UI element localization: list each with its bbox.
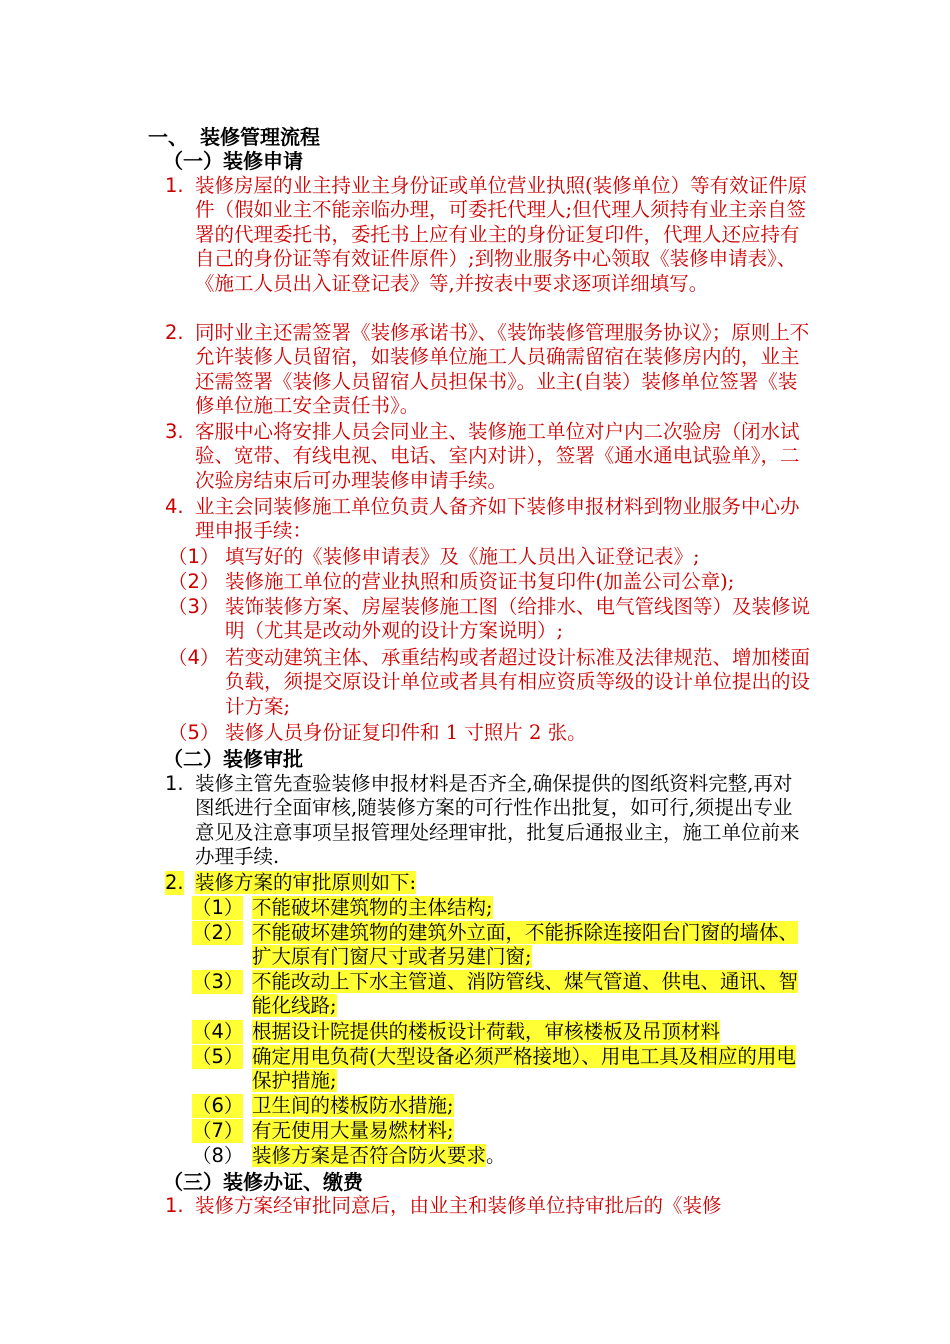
list-number: （3） (168, 595, 220, 618)
application-item-4 (165, 495, 810, 544)
approval-principle-5 (192, 1045, 812, 1094)
list-text: 装修主管先查验装修申报材料是否齐全,确保提供的图纸资料完整,再对图纸进行全面审核,随装修方案的可行性作出批复，如可行,须提出专业意见及注意事项呈报管理处经理审批，批复后通报业主，施工单位前来办理手续. (195, 772, 800, 869)
list-text: 客服中心将安排人员会同业主、装修施工单位对户内二次验房（闭水试验、宽带、有线电视、电话、室内对讲），签署《通水通电试验单》，二次验房结束后可办理装修申请手续。 (195, 420, 800, 492)
subsection-heading-approval: （二）装修审批 (163, 747, 303, 771)
section-title-number: 一、 (148, 125, 188, 149)
application-material-2 (168, 570, 815, 594)
list-text: 业主会同装修施工单位负责人备齐如下装修申报材料到物业服务中心办理申报手续： (195, 495, 800, 543)
list-text: 不能改动上下水主管道、消防管线、煤气管道、供电、通讯、智能化线路; (252, 970, 799, 1018)
list-text: 装修方案的审批原则如下: (195, 871, 417, 894)
approval-principle-3 (192, 970, 812, 1019)
list-text: 填写好的《装修申请表》及《施工人员出入证登记表》; (225, 545, 700, 568)
list-number: 1. (165, 1194, 184, 1217)
list-text: 装修人员身份证复印件和 1 寸照片 2 张。 (225, 721, 587, 744)
application-item-1 (165, 174, 810, 296)
application-material-3 (168, 595, 815, 644)
subsection-heading-permit-fees: （三）装修办证、缴费 (163, 1170, 363, 1194)
list-number: （5） (192, 1045, 244, 1068)
approval-principle-8 (192, 1144, 812, 1168)
list-number: 1. (165, 174, 184, 197)
list-text: 装修方案是否符合防火要求 (252, 1144, 487, 1167)
list-number: （6） (192, 1094, 244, 1117)
list-text: 卫生间的楼板防水措施; (252, 1094, 454, 1117)
list-text: 装修房屋的业主持业主身份证或单位营业执照(装修单位）等有效证件原件（假如业主不能亲临办理，可委托代理人;但代理人须持有业主亲自签署的代理委托书，委托书上应有业主的身份证复印件，代理人还应持有自己的身份证等有效证件原件）;到物业服务中心领取《装修申请表》、《施工人员出入证登记表》等,并按表中要求逐项详细填写。 (195, 174, 808, 295)
section-title (148, 124, 320, 150)
application-material-5 (168, 721, 815, 745)
list-number: （2） (168, 570, 220, 593)
list-number: （7） (192, 1119, 244, 1142)
approval-principle-6 (192, 1094, 812, 1118)
application-item-3 (165, 420, 810, 493)
approval-principle-2 (192, 921, 812, 970)
application-material-1 (168, 545, 815, 569)
approval-principle-1 (192, 896, 812, 920)
list-text: 确定用电负荷(大型设备必须严格接地）、用电工具及相应的用电保护措施; (252, 1045, 796, 1093)
list-number: （1） (192, 896, 244, 919)
approval-item-1 (165, 772, 810, 870)
list-number: 1. (165, 772, 184, 795)
application-item-2 (165, 321, 810, 419)
section-title-text: 装修管理流程 (200, 125, 320, 149)
list-number: 2. (165, 871, 184, 894)
list-text-tail: 。 (486, 1144, 506, 1167)
list-number: （4） (192, 1020, 244, 1043)
list-number: （1） (168, 545, 220, 568)
list-text: 若变动建筑主体、承重结构或者超过设计标准及法律规范、增加楼面负载，须提交原设计单位或者具有相应资质等级的设计单位提出的设计方案; (225, 646, 811, 718)
list-number: （3） (192, 970, 244, 993)
list-text: 有无使用大量易燃材料; (252, 1119, 454, 1142)
list-number: （4） (168, 646, 220, 669)
list-number: 3. (165, 420, 184, 443)
approval-principle-4 (192, 1020, 812, 1044)
list-number: 4. (165, 495, 184, 518)
list-text: 装修施工单位的营业执照和质资证书复印件(加盖公司公章); (225, 570, 735, 593)
list-text: 同时业主还需签署《装修承诺书》、《装饰装修管理服务协议》；原则上不允许装修人员留宿，如装修单位施工人员确需留宿在装修房内的，业主还需签署《装修人员留宿人员担保书》。业主(自装）装修单位签署《装修单位施工安全责任书》。 (195, 321, 810, 418)
permit-item-1 (165, 1194, 810, 1218)
list-text: 不能破坏建筑物的建筑外立面，不能拆除连接阳台门窗的墙体、扩大原有门窗尺寸或者另建门窗; (252, 921, 799, 969)
subsection-heading-application: （一）装修申请 (163, 149, 303, 173)
list-number: 2. (165, 321, 184, 344)
list-text: 不能破坏建筑物的主体结构; (252, 896, 493, 919)
list-text: 根据设计院提供的楼板设计荷载，审核楼板及吊顶材料 (252, 1020, 721, 1043)
list-number: （5） (168, 721, 220, 744)
application-material-4 (168, 646, 815, 719)
list-text: 装饰装修方案、房屋装修施工图（给排水、电气管线图等）及装修说明（尤其是改动外观的设计方案说明）; (225, 595, 811, 643)
list-number: （2） (192, 921, 244, 944)
list-number: （8） (192, 1144, 244, 1167)
approval-item-2 (165, 871, 810, 895)
approval-principle-7 (192, 1119, 812, 1143)
list-text: 装修方案经审批同意后，由业主和装修单位持审批后的《装修 (195, 1194, 722, 1217)
